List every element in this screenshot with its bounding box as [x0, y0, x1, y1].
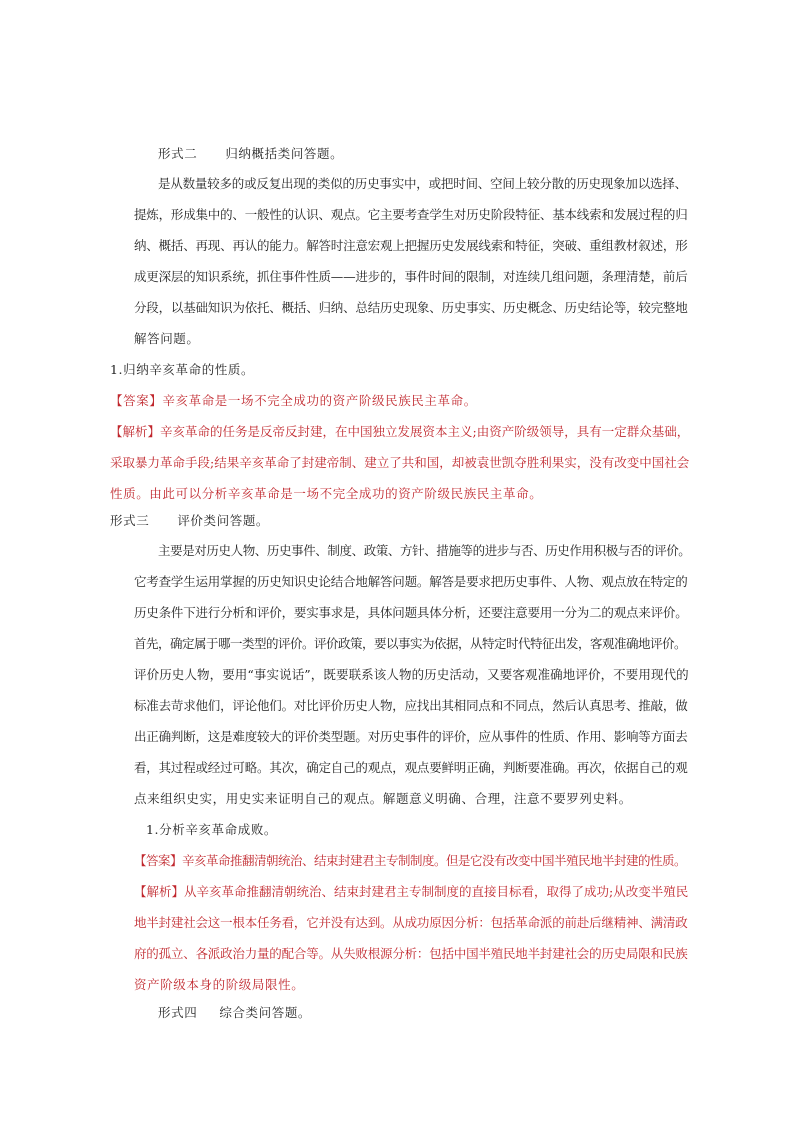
section4-label: 形式四 [158, 1005, 198, 1020]
section2-para-line: 提炼，形成集中的、一般性的认识、观点。它主要考查学生对历史阶段特征、基本线索和发展过程的归 [134, 207, 688, 222]
section2-para-line: 是从数量较多的或反复出现的类似的历史事实中，或把时间、空间上较分散的历史现象加以选择、 [158, 176, 687, 191]
section3-answer: 【答案】辛亥革命推翻清朝统治、结束封建君主专制制度。但是它没有改变中国半殖民地半封建的性质。 [134, 853, 687, 868]
section3-para-line: 它考查学生运用掌握的历史知识史论结合地解答问题。解答是要求把历史事件、人物、观点放在特定的 [134, 574, 688, 589]
section3-para-line: 标准去苛求他们，评论他们。对比评价历史人物，应找出其相同点和不同点，然后认真思考、推敲，做 [134, 698, 688, 713]
section2-title: 归纳概括类问答题。 [225, 146, 344, 161]
section2-para-line: 纳、概括、再现、再认的能力。解答时注意宏观上把握历史发展线索和特征，突破、重组教材叙述，形 [134, 238, 688, 253]
section2-analysis-line: 性质。由此可以分析辛亥革命是一场不完全成功的资产阶级民族民主革命。 [110, 486, 543, 501]
section2-answer: 【答案】辛亥革命是一场不完全成功的资产阶级民族民主革命。 [110, 393, 477, 408]
section3-analysis-line: 地半封建社会这一根本任务看，它并没有达到。从成功原因分析：包括革命派的前赴后继精神、满清政 [134, 915, 688, 930]
section3-heading [110, 513, 269, 529]
section3-para-line: 出正确判断，这是难度较大的评价类型题。对历史事件的评价，应从事件的性质、作用、影响等方面去 [134, 729, 688, 744]
section3-para-line: 点来组织史实，用史实来证明自己的观点。解题意义明确、合理，注意不要罗列史料。 [134, 791, 632, 806]
section2-label: 形式二 [158, 146, 198, 161]
section3-para-line: 首先，确定属于哪一类型的评价。评价政策，要以事实为依据，从特定时代特征出发，客观准确地评价。 [134, 636, 687, 651]
section2-heading [158, 146, 343, 162]
section2-para-line: 解答问题。 [134, 331, 200, 346]
section3-para-line: 看，其过程或经过可略。其次，确定自己的观点，观点要鲜明正确，判断要准确。再次，依据自己的观 [134, 760, 688, 775]
section2-analysis-line: 采取暴力革命手段;结果辛亥革命了封建帝制、建立了共和国，却被袁世凯夺胜利果实，没有改变中国社会 [110, 455, 690, 470]
section3-label: 形式三 [110, 513, 150, 528]
section2-para-line: 成更深层的知识系统，抓住事件性质——进步的，事件时间的限制，对连续几组问题，条理清楚，前后 [134, 269, 688, 284]
section3-para-line: 主要是对历史人物、历史事件、制度、政策、方针、措施等的进步与否、历史作用积极与否的评价。 [158, 543, 691, 558]
section3-para-line: 评价历史人物，要用“事实说话”，既要联系该人物的历史活动，又要客观准确地评价，不要用现代的 [134, 667, 689, 682]
section3-analysis-line: 【解析】从辛亥革命推翻清朝统治、结束封建君主专制制度的直接目标看，取得了成功;从改变半殖民 [134, 884, 689, 899]
section3-question: 1.分析辛亥革命成败。 [146, 822, 278, 837]
section4-title: 综合类问答题。 [219, 1005, 312, 1020]
section4-heading [158, 1005, 311, 1021]
section2-para-line: 分段，以基础知识为依托、概括、归纳、总结历史现象、历史事实、历史概念、历史结论等，较完整地 [134, 300, 688, 315]
section2-question: 1.归纳辛亥革命的性质。 [110, 362, 255, 377]
section3-analysis-line: 府的孤立、各派政治力量的配合等。从失败根源分析：包括中国半殖民地半封建社会的历史局限和民族 [134, 946, 688, 961]
section3-para-line: 历史条件下进行分析和评价，要实事求是，具体问题具体分析，还要注意要用一分为二的观点来评价。 [134, 605, 688, 620]
section3-analysis-line: 资产阶级本身的阶级局限性。 [134, 977, 305, 992]
section3-title: 评价类问答题。 [177, 513, 270, 528]
section2-analysis-line: 【解析】辛亥革命的任务是反帝反封建，在中国独立发展资本主义;由资产阶级领导，具有一定群众基础， [110, 424, 690, 439]
